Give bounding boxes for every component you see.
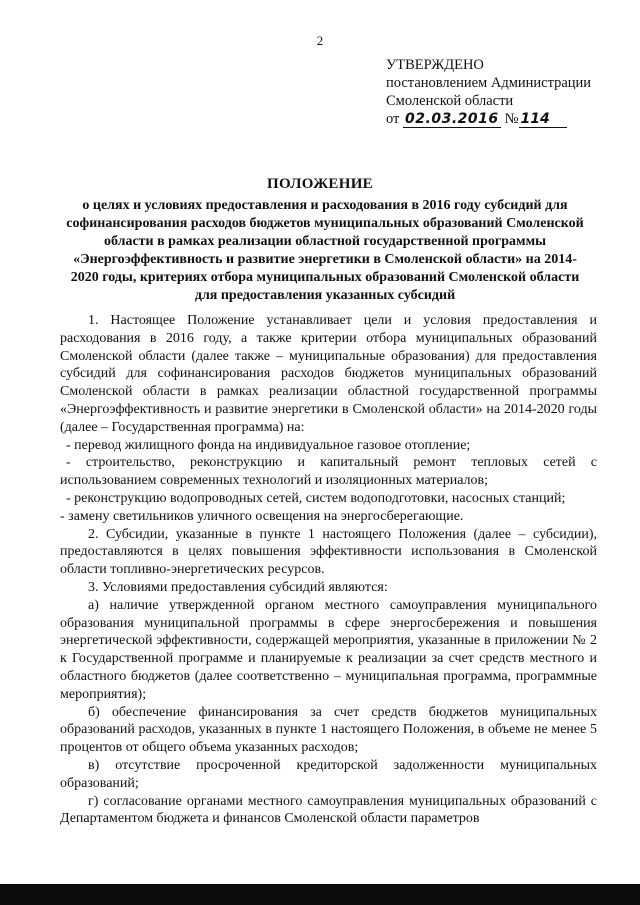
- paragraph-3: 3. Условиями предоставления субсидий являются:: [88, 579, 388, 595]
- handwritten-date: 02.03.2016: [403, 111, 501, 128]
- document-subtitle: о целях и условиях предоставления и расходования в 2016 году субсидий для софинансирования расходов бюджетов муниципальных образований Смоленской области в рамках реализации областной государственной программы «Энергоэффективность и развитие энергетики в Смоленской области» на 2014-2020 годы, критериях отбора муниципальных образований Смоленской области для предоставления указанных субсидий: [66, 198, 584, 303]
- document-title: ПОЛОЖЕНИЕ: [267, 176, 373, 192]
- handwritten-number: 114: [519, 111, 567, 128]
- list-item-heating-networks: - строительство, реконструкцию и капитальный ремонт тепловых сетей с использованием современных технологий и изоляционных материалов;: [60, 455, 597, 489]
- paragraph-2: 2. Субсидии, указанные в пункте 1 настоящего Положения (далее – субсидии), предоставляются в целях повышения эффективности использования в Смоленской области топливно-энергетических ресурсов.: [60, 526, 597, 578]
- approval-issuer: постановлением Администрации: [386, 75, 592, 91]
- condition-v: в) отсутствие просроченной кредиторской задолженности муниципальных образований;: [60, 757, 597, 791]
- list-item-gas-heating: - перевод жилищного фонда на индивидуальное газовое отопление;: [66, 437, 471, 453]
- scan-bottom-edge: [0, 884, 640, 905]
- document-body: [60, 312, 597, 828]
- approval-region: Смоленской области: [386, 93, 514, 109]
- approval-heading: УТВЕРЖДЕНО: [386, 57, 484, 73]
- page-number: 2: [316, 33, 324, 48]
- number-prefix: №: [504, 111, 519, 127]
- condition-b: б) обеспечение финансирования за счет средств бюджетов муниципальных образований расходов, указанных в пункте 1 настоящего Положения, в объеме не менее 5 процентов от общего объема указанных расходов;: [60, 704, 597, 756]
- approval-stamp: [386, 56, 591, 128]
- condition-a: а) наличие утвержденной органом местного самоуправления муниципального образования муниципальной программы в сфере энергосбережения и повышения энергетической эффективности, содержащей мероприятия, указанные в приложении № 2 к Государственной программе и планируемые к реализации за счет средств местного и областного бюджетов (далее соответственно – муниципальная программа, программные мероприятия);: [60, 597, 597, 702]
- list-item-water-networks: - реконструкцию водопроводных сетей, систем водоподготовки, насосных станций;: [66, 490, 566, 506]
- list-item-street-lighting: - замену светильников уличного освещения на энергосберегающие.: [60, 508, 464, 524]
- approval-date-line: [386, 110, 591, 128]
- condition-g: г) согласование органами местного самоуправления муниципальных образований с Департаментом бюджета и финансов Смоленской области параметров: [60, 793, 597, 827]
- date-prefix: от: [386, 111, 400, 127]
- paragraph-1: 1. Настоящее Положение устанавливает цели и условия предоставления и расходования в 2016 году, а также критерии отбора муниципальных образований Смоленской области (далее также – муниципальные образования) для предоставления субсидий для софинансирования расходов бюджетов муниципальных образований Смоленской области в рамках реализации областной государственной программы «Энергоэффективность и развитие энергетики в Смоленской области» на 2014-2020 годы (далее – Государственная программа) на:: [60, 313, 597, 435]
